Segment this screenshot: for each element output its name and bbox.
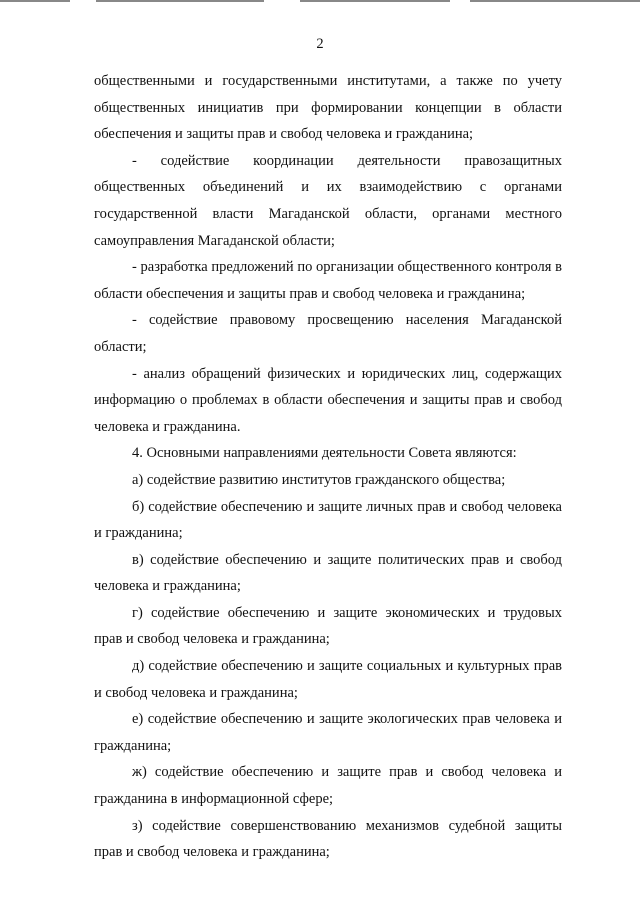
paragraph-continuation: общественными и государственными институтами, а также по учету общественных инициатив при формировании концепции в области обеспечения и защиты прав и свобод человека и гражданина;: [94, 73, 562, 143]
list-item-a: а) содействие развитию институтов гражданского общества;: [132, 471, 506, 488]
list-item-e: е) содействие обеспечению и защите экологических прав человека и гражданина;: [94, 711, 562, 754]
paragraph-public-control: - разработка предложений по организации общественного контроля в области обеспечения и защиты прав и свобод человека и гражданина;: [94, 259, 562, 302]
list-item-g: г) содействие обеспечению и защите экономических и трудовых прав и свобод человека и гражданина;: [94, 604, 562, 648]
list-item-b: б) содействие обеспечению и защите личных прав и свобод человека и гражданина;: [94, 498, 562, 542]
list-item-z: з) содействие совершенствованию механизмов судебной защиты прав и свобод человека и гражданина;: [94, 817, 562, 861]
list-item-zh: ж) содействие обеспечению и защите прав и свобод человека и гражданина в информационной сфере;: [94, 764, 562, 808]
page-number: 2: [316, 36, 324, 52]
paragraph-appeals-analysis: - анализ обращений физических и юридических лиц, содержащих информацию о проблемах в области обеспечения и защиты прав и свобод человека и гражданина.: [94, 365, 562, 435]
document-body: [94, 68, 562, 866]
list-item-v: в) содействие обеспечению и защите политических прав и свобод человека и гражданина;: [94, 551, 562, 595]
paragraph-legal-education: - содействие правовому просвещению населения Магаданской области;: [94, 312, 562, 355]
paragraph-coordination: - содействие координации деятельности правозащитных общественных объединений и их взаимодействию с органами государственной власти Магаданской области, органами местного самоуправления Магаданской области;: [94, 152, 562, 249]
paragraph-section-4: 4. Основными направлениями деятельности Совета являются:: [132, 445, 517, 462]
list-item-d: д) содействие обеспечению и защите социальных и культурных прав и свобод человека и гражданина;: [94, 658, 562, 701]
top-edge-rule: [0, 0, 640, 4]
